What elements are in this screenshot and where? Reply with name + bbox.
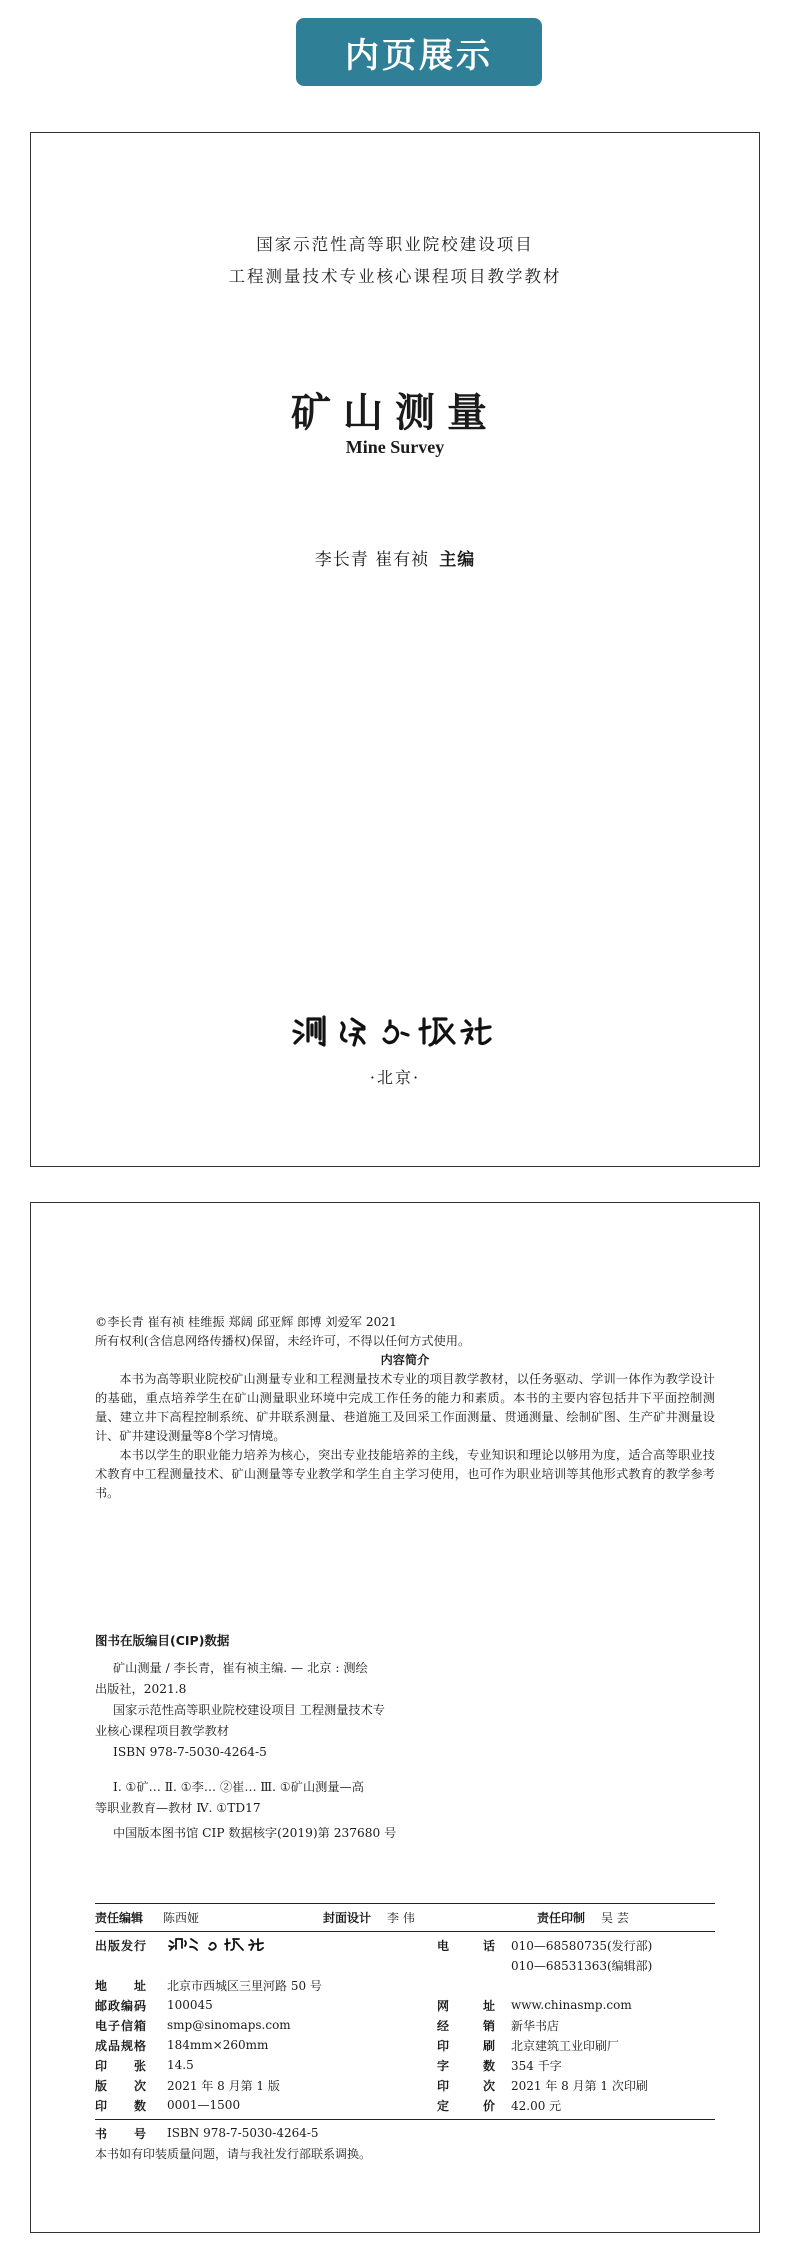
info-label: 印 张: [95, 2058, 148, 2073]
info-value: smp@sinomaps.com: [167, 2018, 291, 2032]
cip-line: 出版社，2021.8: [95, 1682, 187, 1696]
info-label: 电话: [437, 1938, 495, 1953]
info-value: 14.5: [167, 2058, 194, 2072]
cip-line: 业核心课程项目教学教材: [95, 1724, 230, 1738]
cip-line: 矿山测量 / 李长青，崔有祯主编. — 北京 : 测绘: [113, 1661, 368, 1675]
info-value: 北京建筑工业印刷厂: [511, 2038, 620, 2053]
info-label: 经销: [437, 2018, 495, 2033]
cip-line: ISBN 978-7-5030-4264-5: [113, 1745, 267, 1759]
isbn-label: 书 号: [95, 2126, 148, 2141]
print-manager-value: 吴 芸: [601, 1911, 629, 1925]
info-label: 印刷: [437, 2038, 495, 2053]
isbn-block: [95, 2123, 715, 2163]
info-value: www.chinasmp.com: [511, 1998, 632, 2012]
editor-label: 责任编辑: [95, 1911, 144, 1925]
editor-value: 陈西娅: [163, 1911, 200, 1925]
info-row: [95, 2095, 715, 2115]
author-names: 李长青 崔有祯: [314, 550, 430, 570]
quality-notice: 本书如有印装质量问题，请与我社发行部联系调换。: [95, 2146, 372, 2161]
info-value: 新华书店: [511, 2018, 560, 2033]
info-value: [167, 1937, 437, 1954]
info-label: 印次: [437, 2078, 495, 2093]
info-row: [95, 2035, 715, 2055]
info-row: [95, 2055, 715, 2075]
info-row: [95, 1955, 715, 1975]
info-row: [95, 2015, 715, 2035]
info-row: [95, 2075, 715, 2095]
publisher-logo: [31, 1013, 759, 1051]
cip-line: Ⅰ. ①矿… Ⅱ. ①李… ②崔… Ⅲ. ①矿山测量—高: [113, 1780, 364, 1794]
cover-designer-value: 李 伟: [387, 1911, 415, 1925]
section-banner: [296, 18, 542, 86]
notice-row: [95, 2143, 715, 2163]
info-label: 出版发行: [95, 1938, 148, 1953]
info-label: 印 数: [95, 2098, 148, 2113]
top-rule: [95, 1903, 715, 1904]
isbn-row: [95, 2123, 715, 2143]
cip-heading: 图书在版编目(CIP)数据: [95, 1633, 230, 1648]
info-value: 010—68580735(发行部): [511, 1938, 653, 1953]
book-title: 矿山测量: [291, 389, 499, 436]
cip-block: [95, 1631, 715, 1844]
info-label: 成品规格: [95, 2038, 148, 2053]
info-row: [95, 1935, 715, 1955]
info-value: 0001—1500: [167, 2098, 241, 2112]
info-label: 版 次: [95, 2078, 148, 2093]
cip-line: 等职业教育—教材 Ⅳ. ①TD17: [95, 1801, 261, 1815]
info-value: 184mm×260mm: [167, 2038, 269, 2052]
info-label: 字数: [437, 2058, 495, 2073]
info-label: 地 址: [95, 1978, 148, 1993]
series-line-1: 国家示范性高等职业院校建设项目: [256, 235, 534, 254]
author-role: 主编: [439, 550, 476, 570]
summary-paragraph-1: 本书为高等职业院校矿山测量专业和工程测量技术专业的项目教学教材，以任务驱动、学训一体作为教学设计的基础，重点培养学生在矿山测量职业环境中完成工作任务的能力和素质。本书的主要内容包括井下平面控制测量、建立井下高程控制系统、矿井联系测量、巷道施工及回采工作面测量、贯通测量、绘制矿图、生产矿井测量设计、矿井建设测量等8个学习情境。: [95, 1372, 715, 1443]
info-row: [95, 1975, 715, 1995]
info-row: [95, 1995, 715, 2015]
publisher-city: ·北京·: [369, 1068, 421, 1087]
summary-paragraph-2: 本书以学生的职业能力培养为核心，突出专业技能培养的主线，专业知识和理论以够用为度，适合高等职业技术教育中工程测量技术、矿山测量等专业教学和学生自主学习使用，也可作为职业培训等其他形式教育的教学参考书。: [95, 1448, 715, 1500]
info-label: 电子信箱: [95, 2018, 148, 2033]
copyright-page: [30, 1202, 760, 2233]
info-label: 邮政编码: [95, 1998, 148, 2013]
cover-designer-label: 封面设计: [323, 1911, 372, 1925]
credits-row: [95, 1909, 715, 1926]
info-label: 定价: [437, 2098, 495, 2113]
publication-info-table: [95, 1935, 715, 2115]
rights-statement: 所有权利(含信息网络传播权)保留，未经许可，不得以任何方式使用。: [95, 1334, 471, 1348]
cip-line: 中国版本图书馆 CIP 数据核字(2019)第 237680 号: [113, 1826, 397, 1840]
info-label: 网址: [437, 1998, 495, 2013]
cip-record: [95, 1658, 715, 1844]
info-value: 010—68531363(编辑部): [511, 1958, 653, 1973]
info-value: 2021 年 8 月第 1 次印刷: [511, 2078, 648, 2093]
bottom-rule: [95, 2119, 715, 2120]
info-value: 354 千字: [511, 2058, 562, 2073]
summary-heading: 内容简介: [380, 1353, 430, 1367]
author-line: [31, 545, 759, 570]
banner-label: 内页展示: [345, 35, 493, 76]
info-value: 北京市西城区三里河路 50 号: [167, 1978, 322, 1993]
info-value: 42.00 元: [511, 2098, 562, 2113]
publisher-logo-calligraphy: [290, 1013, 500, 1047]
title-page: [30, 132, 760, 1167]
info-value: 2021 年 8 月第 1 版: [167, 2078, 280, 2093]
middle-rule: [95, 1931, 715, 1932]
book-subtitle: Mine Survey: [345, 437, 445, 457]
isbn-value: ISBN 978-7-5030-4264-5: [167, 2126, 319, 2140]
print-manager-label: 责任印制: [537, 1911, 586, 1925]
info-value: 100045: [167, 1998, 213, 2012]
publisher-logo-small: [167, 1937, 285, 1951]
series-line-2: 工程测量技术专业核心课程项目教学教材: [228, 267, 562, 286]
copyright-block: [95, 1313, 715, 1503]
copyright-line: ©李长青 崔有祯 桂维振 郑阔 邱亚辉 郎博 刘爱军 2021: [95, 1315, 397, 1329]
cip-line: 国家示范性高等职业院校建设项目 工程测量技术专: [113, 1703, 385, 1717]
